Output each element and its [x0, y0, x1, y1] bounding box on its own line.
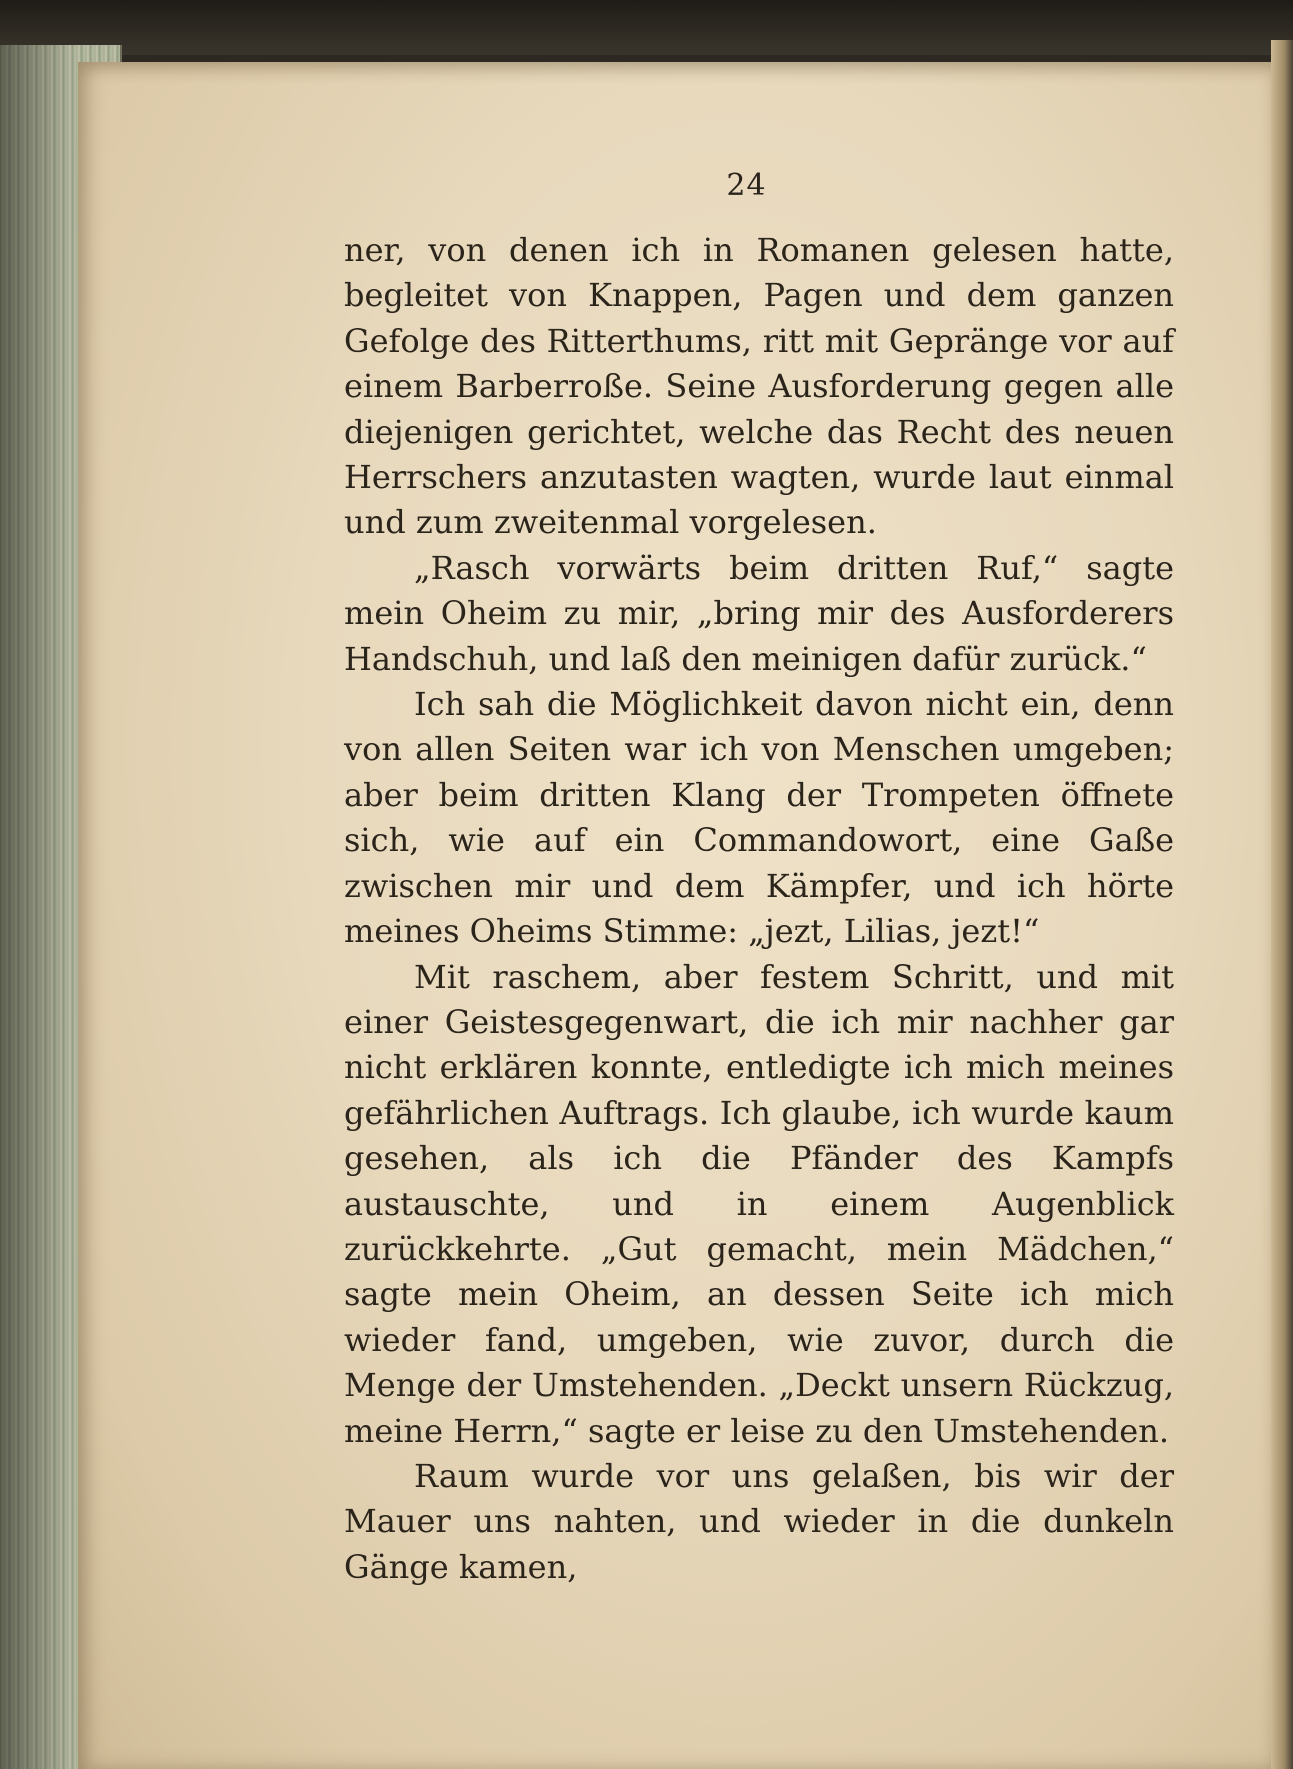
- paragraph-4: Mit raschem, aber festem Schritt, und mit einer Geistesgegenwart, die ich mir nachher gar nicht erklären konnte, entledigte ich mich meines gefährlichen Auftrags. Ich glaube, ich wurde kaum gesehen, als ich die Pfänder des Kampfs austauschte, und in einem Augenblick zurückkehrte. „Gut gemacht, mein Mädchen,“ sagte mein Oheim, an dessen Seite ich mich wieder fand, umgeben, wie zuvor, durch die Menge der Umstehenden. „Deckt unsern Rückzug, meine Herrn,“ sagte er leise zu den Umstehenden.: [344, 957, 1174, 1450]
- body-text: [344, 228, 1174, 1590]
- paragraph-3: Ich sah die Möglichkeit davon nicht ein, denn von allen Seiten war ich von Menschen umgeben; aber beim dritten Klang der Trompeten öffnete sich, wie auf ein Commandowort, eine Gaße zwischen mir und dem Kämpfer, und ich hörte meines Oheims Stimme: „jezt, Lilias, jezt!“: [344, 685, 1174, 951]
- paragraph-5: Raum wurde vor uns gelaßen, bis wir der Mauer uns nahten, und wieder in die dunkeln Gänge kamen,: [344, 1456, 1174, 1586]
- page-right-edge: [1271, 40, 1293, 1769]
- book-cover-edge: [0, 0, 1293, 55]
- paragraph-2: „Rasch vorwärts beim dritten Ruf,“ sagte mein Oheim zu mir, „bring mir des Ausforderers Handschuh, und laß den meinigen dafür zurück.“: [344, 548, 1174, 678]
- paragraph-1: ner, von denen ich in Romanen gelesen hatte, begleitet von Knappen, Pagen und dem ganzen Gefolge des Ritterthums, ritt mit Gepränge vor auf einem Barberroße. Seine Ausforderung gegen alle diejenigen gerichtet, welche das Recht des neuen Herrschers anzutasten wagten, wurde laut einmal und zum zweitenmal vorgelesen.: [344, 231, 1174, 542]
- page-number: 24: [726, 168, 767, 203]
